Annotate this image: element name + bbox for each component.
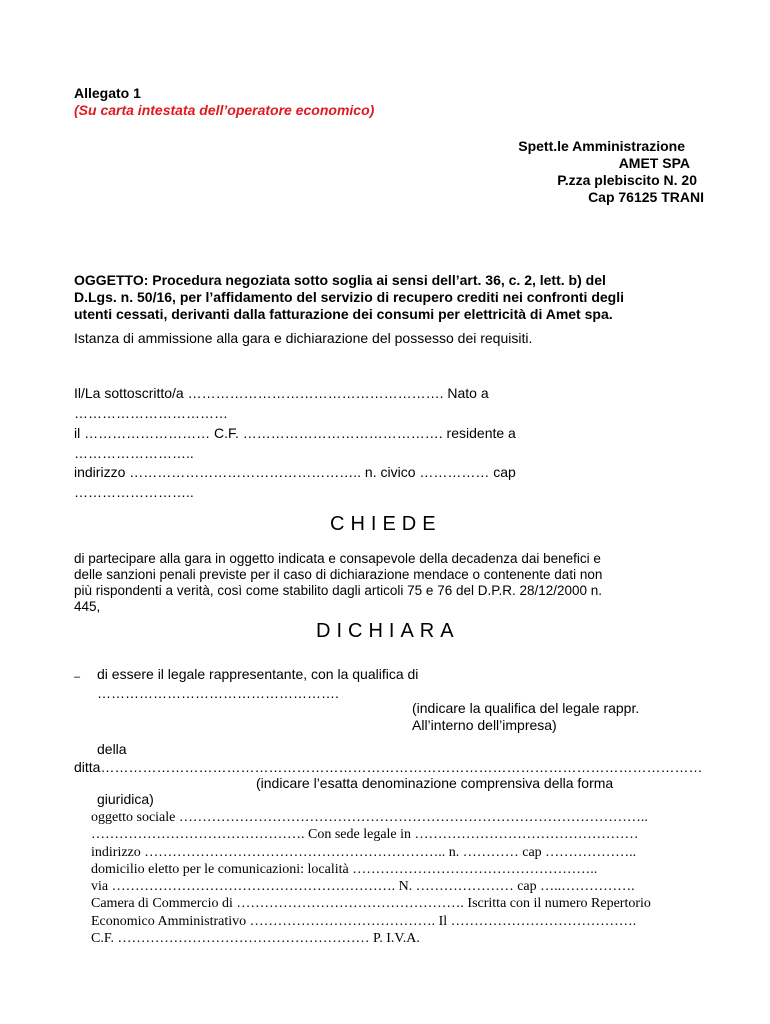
birthplace-field: …………………………… xyxy=(74,405,228,421)
recipient-line-1: Spett.le Amministrazione xyxy=(518,138,685,154)
recipient-line-3: P.zza plebiscito N. 20 xyxy=(557,172,697,188)
qualification-note-line-2: All’interno dell’impresa) xyxy=(412,717,557,733)
chiede-heading: CHIEDE xyxy=(330,513,442,535)
company-note-line-1: (indicare l’esatta denominazione comprensiva della forma xyxy=(256,775,614,791)
company-address-field: indirizzo ……………………………………………………….. n. ………… cap ……………….. xyxy=(91,845,637,860)
domicile-field: domicilio eletto per le comunicazioni: località …………………………………………….. xyxy=(91,862,598,877)
recipient-line-2: AMET SPA xyxy=(618,155,690,171)
residence-field: …………………….. xyxy=(74,445,194,461)
tax-code-vat-field: C.F. ……………………………………………… P. I.V.A. xyxy=(91,931,420,946)
bullet-dash: – xyxy=(74,671,81,683)
declaration-item-1: di essere il legale rappresentante, con la qualifica di xyxy=(97,666,419,682)
applicant-name-field: Il/La sottoscritto/a ………………………………………………. Nato a xyxy=(74,385,489,401)
cap-field: …………………….. xyxy=(74,484,194,500)
request-description: Istanza di ammissione alla gara e dichiarazione del possesso dei requisiti. xyxy=(74,330,533,346)
street-field: via ……………………………………………………. N. ………………… cap …..……………. xyxy=(91,879,635,894)
chiede-text-line-2: delle sanzioni penali previste per il caso di dichiarazione mendace o contenente dati non xyxy=(74,567,603,582)
corporate-purpose-field: oggetto sociale ……………………………………………………………………………………….. xyxy=(91,810,648,825)
chiede-text-line-4: 445, xyxy=(74,599,101,614)
della-label: della xyxy=(97,741,127,757)
subject-line-3: utenti cessati, derivanti dalla fatturazione dei consumi per elettricità di Amet spa. xyxy=(74,306,613,322)
dichiara-heading: DICHIARA xyxy=(316,620,460,642)
address-field: indirizzo ………………………………………….. n. civico …………… cap xyxy=(74,464,516,480)
birthdate-cf-field: il ……………………… C.F. ……………………………………. residente a xyxy=(74,425,516,441)
company-name-field: ditta………………………………………………………………………………………………………………… xyxy=(74,759,703,775)
qualification-field: ……………………………………………. xyxy=(97,685,339,701)
rea-number-field: Economico Amministrativo …………………………………. Il …………………………………. xyxy=(91,914,637,929)
chiede-text-line-3: più rispondenti a verità, così come stabilito dagli articoli 75 e 76 del D.P.R. 28/12/2000 n. xyxy=(74,583,603,598)
letterhead-note: (Su carta intestata dell’operatore economico) xyxy=(74,102,375,118)
recipient-line-4: Cap 76125 TRANI xyxy=(588,189,704,205)
registered-office-field: ………………………………………. Con sede legale in ………………………………………… xyxy=(91,827,639,842)
company-note-line-2: giuridica) xyxy=(97,791,154,807)
subject-line-2: D.Lgs. n. 50/16, per l’affidamento del servizio di recupero crediti nei confronti degli xyxy=(74,289,625,305)
attachment-label: Allegato 1 xyxy=(74,85,141,101)
chiede-text-line-1: di partecipare alla gara in oggetto indicata e consapevole della decadenza dai benefici e xyxy=(74,551,601,566)
subject-line-1: OGGETTO: Procedura negoziata sotto soglia ai sensi dell’art. 36, c. 2, lett. b) del xyxy=(74,272,606,288)
qualification-note-line-1: (indicare la qualifica del legale rappr. xyxy=(412,700,640,716)
chamber-of-commerce-field: Camera di Commercio di …………………………………………. Iscritta con il numero Repertorio xyxy=(91,896,651,911)
